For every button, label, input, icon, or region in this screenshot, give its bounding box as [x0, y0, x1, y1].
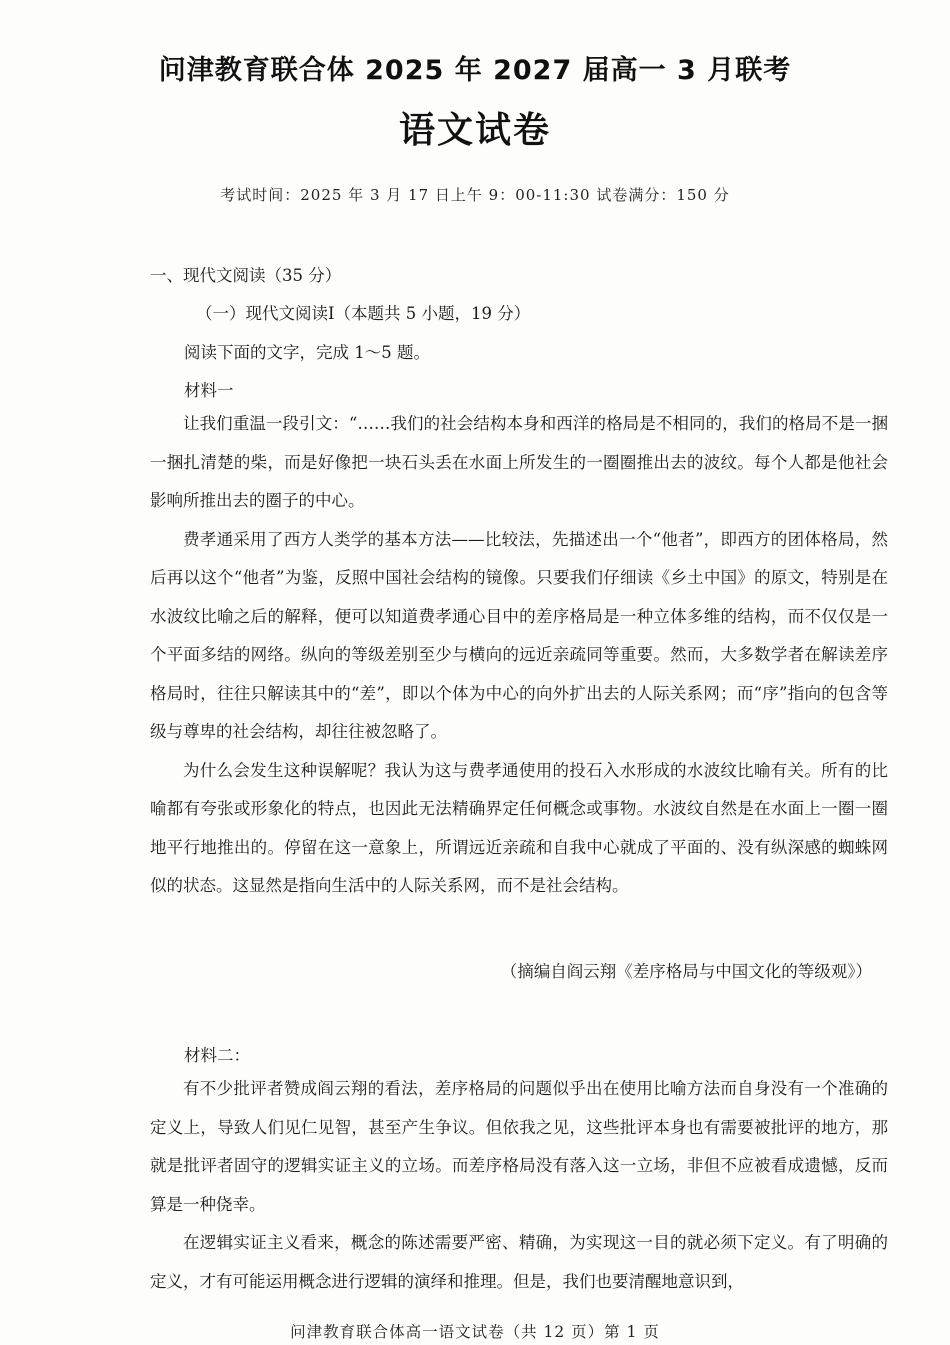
- sub-section-heading: （一）现代文阅读Ⅰ（本题共 5 小题，19 分）: [196, 304, 531, 323]
- page-footer: 问津教育联合体高一语文试卷（共 12 页）第 1 页: [290, 1323, 660, 1341]
- exam-subject-title: 语文试卷: [398, 110, 551, 151]
- section-heading: 一、现代文阅读（35 分）: [150, 266, 342, 285]
- reading-instruction: 阅读下面的文字，完成 1～5 题。: [184, 343, 430, 362]
- exam-title: 问津教育联合体 2025 年 2027 届高一 3 月联考: [158, 55, 792, 86]
- paragraph: 费孝通采用了西方人类学的基本方法——比较法，先描述出一个“他者”，即西方的团体格局，然后再以这个“他者”为鉴，反照中国社会结构的镜像。只要我们仔细读《乡土中国》的原文，特别是在水波纹比喻之后的解释，便可以知道费孝通心目中的差序格局是一种立体多维的结构，而不仅仅是一个平面多结的网络。纵向的等级差别至少与横向的远近亲疏同等重要。然而，大多数学者在解读差序格局时，往往只解读其中的“差”，即以个体为中心的向外扩出去的人际关系网；而“序”指向的包含等级与尊卑的社会结构，却往往被忽略了。: [150, 529, 888, 741]
- paragraph: 为什么会发生这种误解呢？我认为这与费孝通使用的投石入水形成的水波纹比喻有关。所有的比喻都有夸张或形象化的特点，也因此无法精确界定任何概念或事物。水波纹自然是在水面上一圈一圈地平行地推出的。停留在这一意象上，所谓远近亲疏和自我中心就成了平面的、没有纵深感的蜘蛛网似的状态。这显然是指向生活中的人际关系网，而不是社会结构。: [150, 760, 888, 895]
- paragraph: 让我们重温一段引文：“……我们的社会结构本身和西洋的格局是不相同的，我们的格局不是一捆一捆扎清楚的柴，而是好像把一块石头丢在水面上所发生的一圈圈推出去的波纹。每个人都是他社会影响所推出去的圈子的中心。: [150, 414, 888, 510]
- paragraph: 在逻辑实证主义看来，概念的陈述需要严密、精确，为实现这一目的就必须下定义。有了明确的定义，才有可能运用概念进行逻辑的演绎和推理。但是，我们也要清醒地意识到，: [150, 1233, 888, 1291]
- material-one-label: 材料一: [184, 381, 234, 400]
- exam-info: 考试时间：2025 年 3 月 17 日上午 9：00-11:30 试卷满分：150 分: [220, 186, 730, 204]
- material-one-source: （摘编自阎云翔《差序格局与中国文化的等级观》）: [500, 962, 872, 981]
- material-one-body: [150, 405, 888, 906]
- material-two-label: 材料二：: [184, 1046, 250, 1065]
- paragraph: 有不少批评者赞成阎云翔的看法，差序格局的问题似乎出在使用比喻方法而自身没有一个准确的定义上，导致人们见仁见智，甚至产生争议。但依我之见，这些批评本身也有需要被批评的地方，那就是批评者固守的逻辑实证主义的立场。而差序格局没有落入这一立场，非但不应被看成遗憾，反而算是一种侥幸。: [150, 1079, 888, 1214]
- material-two-body: [150, 1070, 888, 1301]
